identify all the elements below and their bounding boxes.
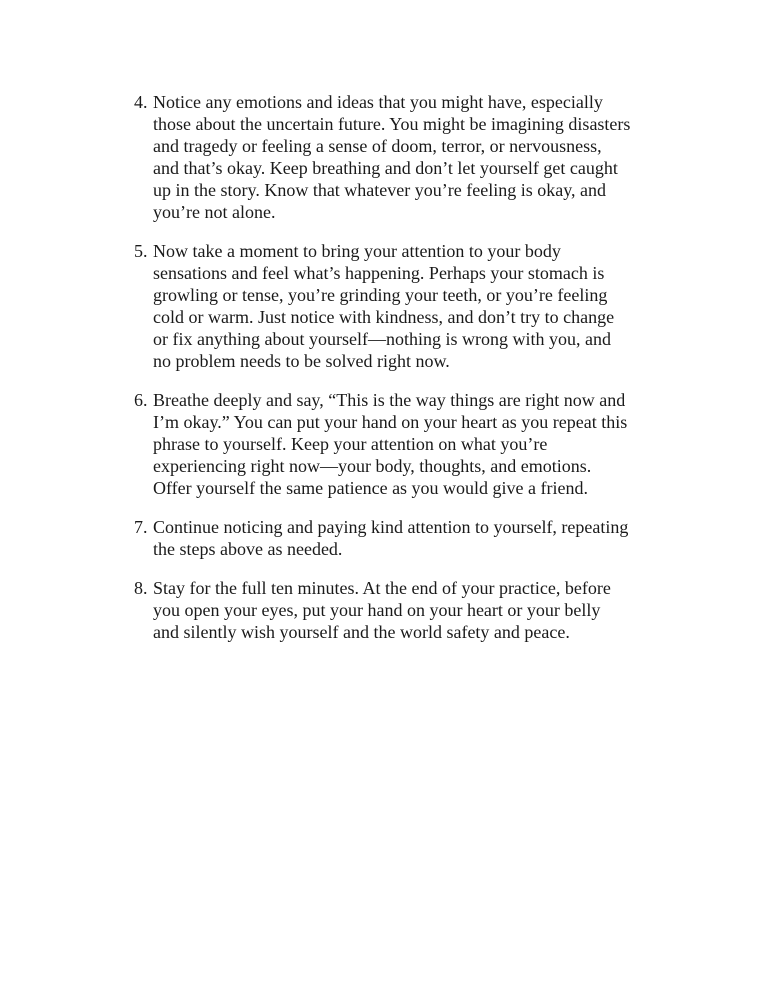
step-number: 4. (134, 92, 148, 112)
list-item-step-5 (134, 240, 674, 372)
step-text: Continue noticing and paying kind attention to yourself, repeating the steps above as needed. (153, 517, 629, 559)
list-item-step-4 (134, 91, 674, 223)
list-item-step-8 (134, 577, 674, 643)
step-number: 8. (134, 578, 148, 598)
step-text: Stay for the full ten minutes. At the end of your practice, before you open your eyes, put your hand on your heart or your belly and silently wish yourself and the world safety and peace. (153, 578, 611, 642)
step-text: Breathe deeply and say, “This is the way things are right now and I’m okay.” You can put your hand on your heart as you repeat this phrase to yourself. Keep your attention on what you’re experiencing right now—your body, thoughts, and emotions. Offer yourself the same patience as you would give a friend. (153, 390, 628, 498)
step-number: 5. (134, 241, 148, 261)
step-number: 7. (134, 517, 148, 537)
list-item-step-6 (134, 389, 674, 499)
step-text: Notice any emotions and ideas that you might have, especially those about the uncertain future. You might be imagining disasters and tragedy or feeling a sense of doom, terror, or nervousness, and that’s okay. Keep breathing and don’t let yourself get caught up in the story. Know that whatever you’re feeling is okay, and you’re not alone. (153, 92, 631, 222)
list-item-step-7 (134, 516, 674, 560)
step-text: Now take a moment to bring your attention to your body sensations and feel what’s happening. Perhaps your stomach is growling or tense, you’re grinding your teeth, or you’re feeling cold or warm. Just notice with kindness, and don’t try to change or fix anything about yourself—nothing is wrong with you, and no problem needs to be solved right now. (153, 241, 615, 371)
step-number: 6. (134, 390, 148, 410)
instruction-list (134, 91, 674, 660)
